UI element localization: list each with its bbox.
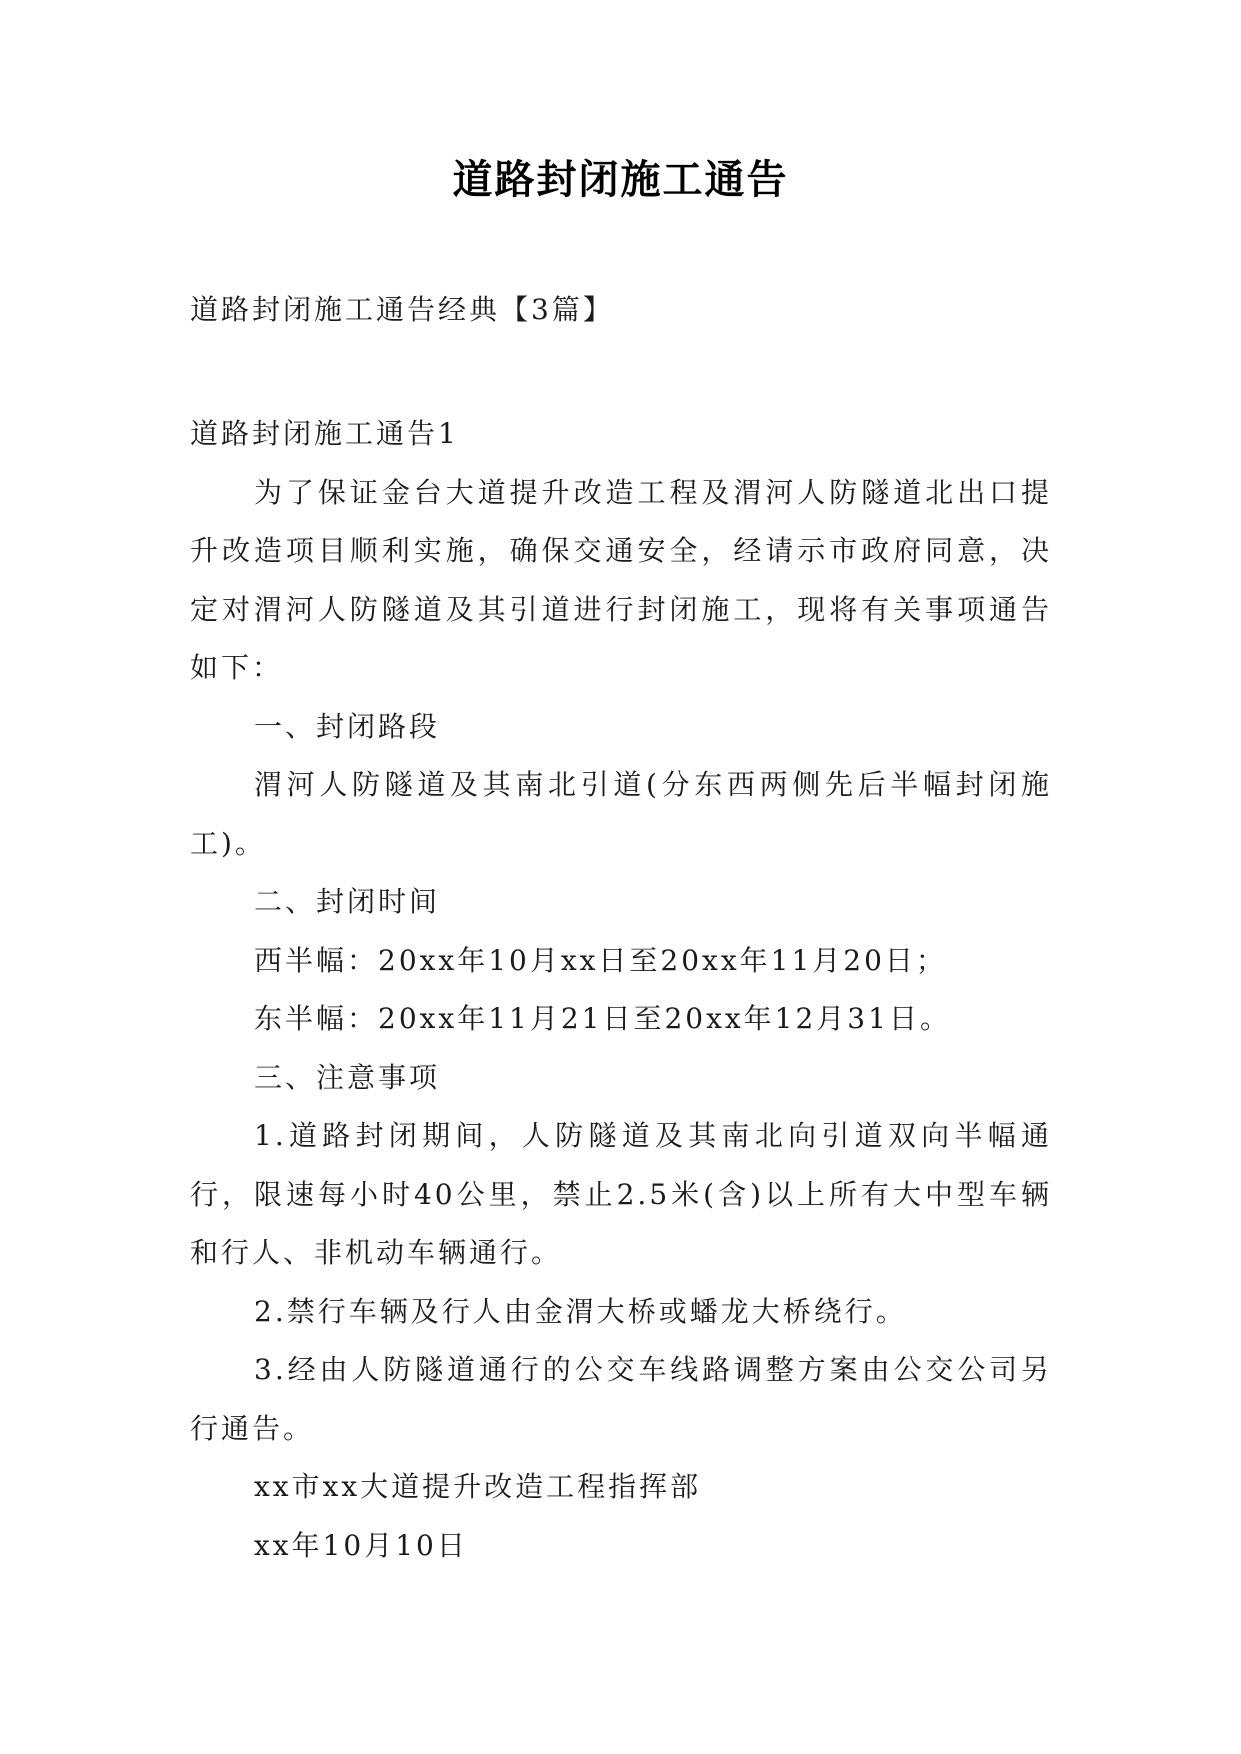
section-heading: 道路封闭施工通告1 <box>190 417 459 450</box>
closed-section-text: 渭河人防隧道及其南北引道(分东西两侧先后半幅封闭施工)。 <box>190 768 1052 860</box>
closed-section-heading: 一、封闭路段 <box>254 709 441 743</box>
document-subtitle: 道路封闭施工通告经典【3篇】 <box>190 293 614 326</box>
note-item-2: 2.禁行车辆及行人由金渭大桥或蟠龙大桥绕行。 <box>254 1294 907 1328</box>
issuer-signature: xx市xx大道提升改造工程指挥部 <box>254 1470 702 1503</box>
intro-paragraph: 为了保证金台大道提升改造工程及渭河人防隧道北出口提升改造项目顺利实施，确保交通安全，经请示市政府同意，决定对渭河人防隧道及其引道进行封闭施工，现将有关事项通告如下： <box>190 475 1052 684</box>
closure-time-heading: 二、封闭时间 <box>254 885 441 918</box>
notes-heading: 三、注意事项 <box>254 1060 441 1094</box>
note-item-3: 3.经由人防隧道通行的公交车线路调整方案由公交公司另行通告。 <box>190 1353 1052 1445</box>
page-title: 道路封闭施工通告 <box>452 156 789 203</box>
east-half-time: 东半幅：20xx年11月21日至20xx年12月31日。 <box>254 1002 951 1035</box>
note-item-1: 1.道路封闭期间，人防隧道及其南北向引道双向半幅通行，限速每小时40公里，禁止2.5米(含)以上所有大中型车辆和行人、非机动车辆通行。 <box>190 1119 1052 1269</box>
issue-date: xx年10月10日 <box>254 1528 468 1562</box>
west-half-time: 西半幅：20xx年10月xx日至20xx年11月20日； <box>254 943 947 977</box>
document-body <box>190 405 1052 1575</box>
